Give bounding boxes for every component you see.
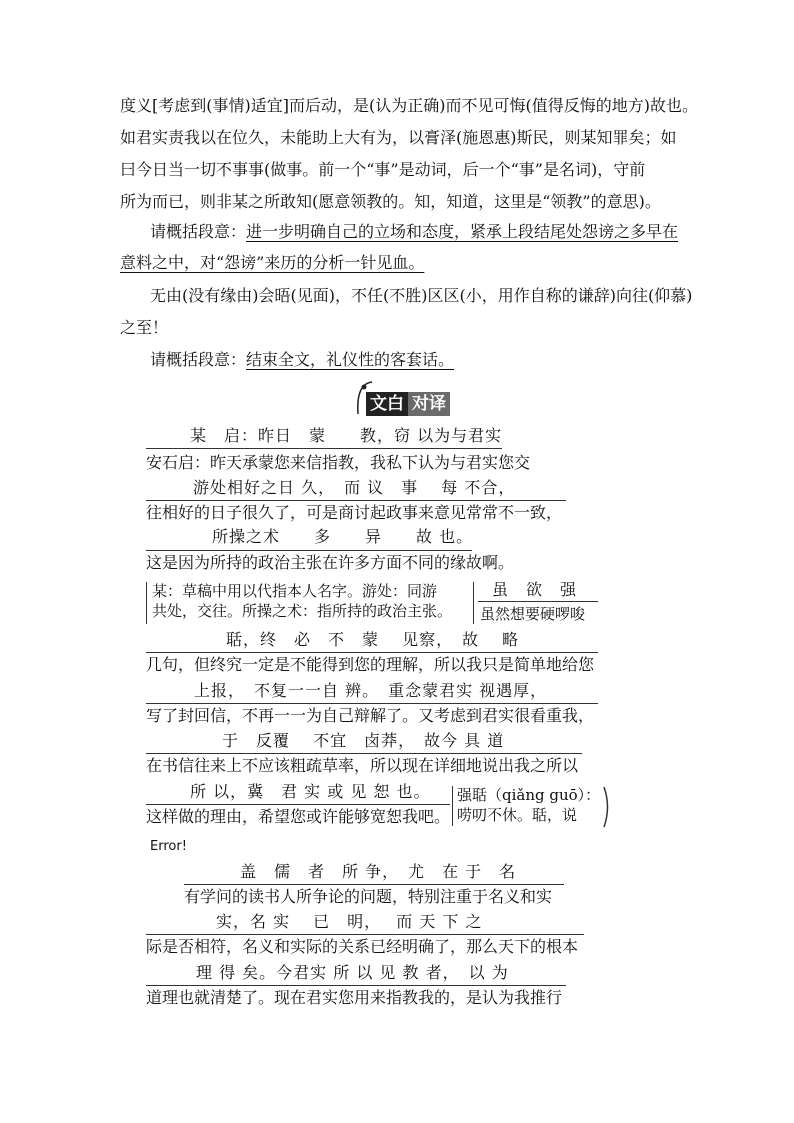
commentary-line-4: 所为而已，则非某之所敢知(愿意领教的。知，知道，这里是“领教”的意思)。 [120,192,661,211]
original-text-row: 所操之术 多 异 故 也。 [212,527,474,546]
question-1 [150,222,678,242]
row-divider [146,550,472,551]
row-divider [478,601,598,602]
note-bracket-left [146,582,147,624]
question-2-answer: 结束全文，礼仪性的客套话。 [246,350,455,369]
note-bracket-left [452,786,453,826]
note-line-1: 强聒（qiǎng guō）： [457,786,601,804]
row-divider [146,804,450,805]
modern-translation-row: 这是因为所持的政治主张在许多方面不同的缘故啊。 [146,553,515,572]
row-divider [146,500,566,501]
row-divider [146,703,598,704]
section-heading-part1: 文白 [366,392,408,416]
original-text-row: 于 反覆 不宜 卤莽， 故今 具 道 [222,731,505,750]
question-1-answer-cont: 意料之中，对“怨谤”来历的分析一针见血。 [120,253,425,272]
note-line-1: 某：草稿中用以代指本人名字。游处：同游 [152,582,438,600]
row-divider [146,652,598,653]
closing-line-2: 之至！ [120,318,169,337]
modern-translation-row: 际是否相符，名义和实际的关系已经明确了，那么天下的根本 [146,937,579,956]
row-divider [184,884,564,885]
original-text-row: 上报， 不复一一自 辨。 重念蒙君实 视遇厚， [194,681,548,700]
question-1-answer: 进一步明确自己的立场和态度，紧承上段结尾处怨谤之多早在 [246,222,679,241]
note-line-2: 唠叨不休。聒，说 [457,806,578,824]
modern-translation-row: 在书信往来上不应该粗疏草率，所以现在详细地说出我之所以 [146,756,579,775]
section-heading [366,392,450,416]
row-divider [146,448,502,449]
original-text-row: 盖 儒 者 所 争， 尤 在 于 名 [240,862,517,881]
original-text-row: 实，名 实 已 明， 而 天 下 之 [216,912,483,931]
error-text: Error! [150,839,187,854]
modern-translation-row: 写了封回信，不再一一为自己辩解了。又考虑到君实很看重我， [146,706,595,725]
note-bracket-right [602,786,612,828]
question-2-label: 请概括段意： [150,350,247,369]
modern-translation-side: 虽然想要硬啰唆 [480,605,586,623]
modern-translation-row: 有学问的读书人所争论的问题，特别注重于名义和实 [184,887,553,906]
original-text-row: 理 得 矣。今君实 所 以 见 教 者， 以 为 [196,963,509,982]
original-text-row: 游处相好之日 久， 而 议 事 每 不合， [193,478,516,497]
row-divider [146,934,584,935]
section-heading-part2: 对译 [408,392,450,416]
modern-translation-row: 这样做的理由，希望您或许能够宽恕我吧。 [146,807,451,826]
modern-translation-row: 安石启：昨天承蒙您来信指教，我私下认为与君实您交 [146,453,531,472]
original-text-side: 虽 欲 强 [492,580,578,599]
closing-line-1: 无由(没有缘由)会晤(见面)，不任(不胜)区区(小，用作自称的谦辞)向往(仰慕) [150,286,693,305]
row-divider [146,753,582,754]
original-text-row: 某 启：昨日 蒙 教，窃 以为与君实 [190,426,503,445]
commentary-line-2: 如君实责我以在位久，未能助上大有为，以膏泽(施恩惠)斯民，则某知罪矣；如 [120,128,677,147]
original-text-row: 所 以，冀 君 实 或 见 恕 也。 [190,782,431,801]
note-bracket-right [473,582,474,624]
row-divider [146,985,566,986]
question-1-label: 请概括段意： [150,222,247,241]
commentary-line-1: 度义[考虑到(事情)适宜]而后动，是(认为正确)而不见可悔(值得反悔的地方)故也。 [120,96,698,115]
modern-translation-row: 道理也就清楚了。现在君实您用来指教我的，是认为我推行 [146,988,563,1007]
modern-translation-row: 往相好的日子很久了，可是商讨起政事来意见常常不一致， [146,503,563,522]
original-text-row: 聒，终 必 不 蒙 见察， 故 略 [226,630,520,649]
modern-translation-row: 几句，但终究一定是不能得到您的理解，所以我只是简单地给您 [146,655,595,674]
commentary-line-3: 曰今日当一切不事事(做事。前一个“事”是动词，后一个“事”是名词)，守前 [120,160,646,179]
note-line-2: 共处，交往。所操之术：指所持的政治主张。 [152,602,453,620]
question-2 [150,350,454,370]
